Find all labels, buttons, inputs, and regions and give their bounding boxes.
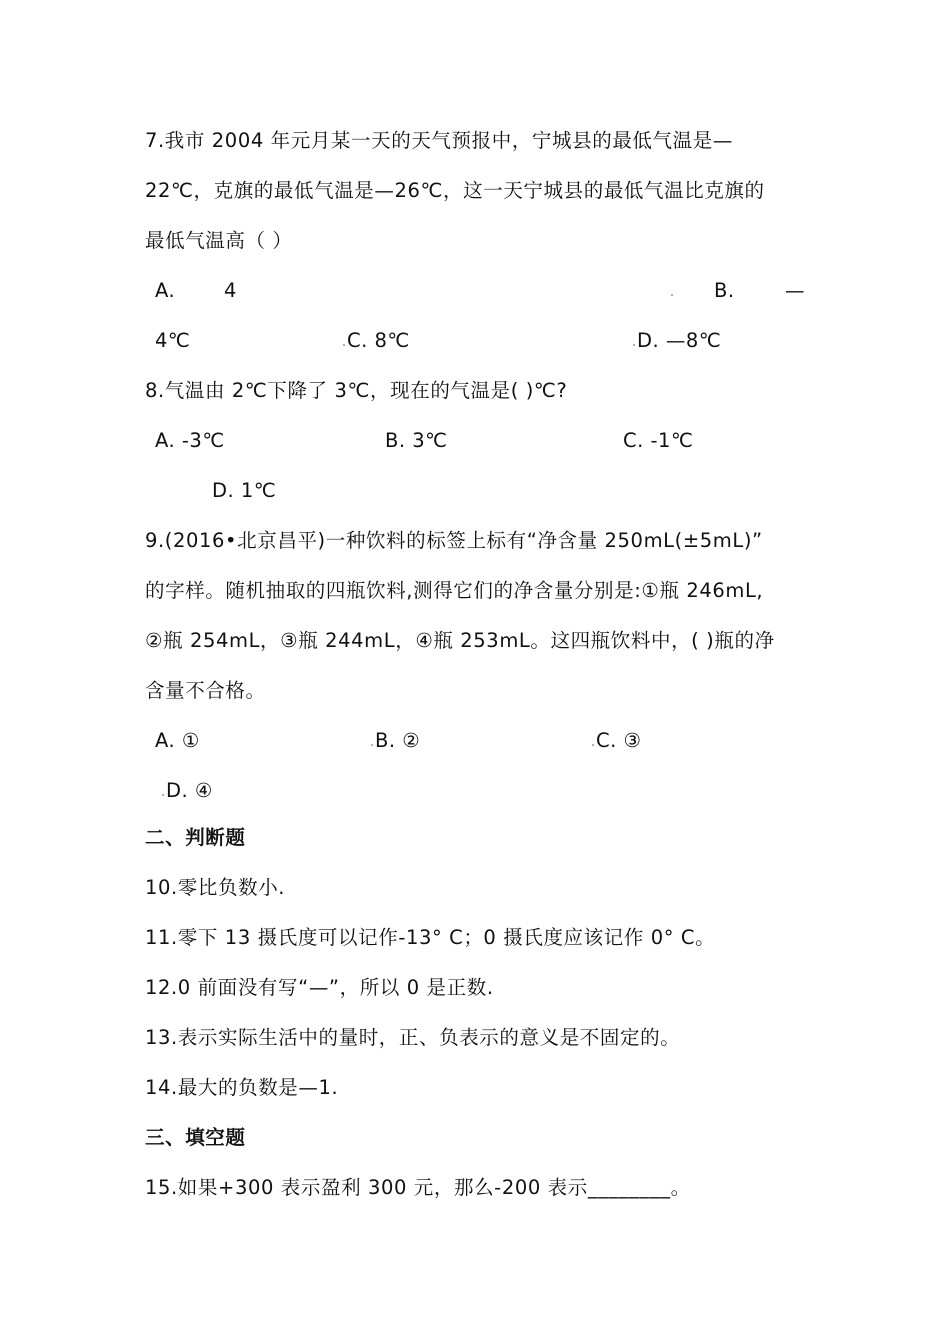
q7-option-a-unit: 4℃: [155, 329, 191, 352]
q7-option-d: D. —8℃: [637, 329, 722, 352]
q9-option-c: C. ③: [596, 729, 642, 752]
q7-stem-line-1: 7.我市 2004 年元月某一天的天气预报中，宁城县的最低气温是—: [145, 129, 733, 152]
q15-statement: 15.如果+300 表示盈利 300 元，那么-200 表示________。: [145, 1176, 691, 1199]
q9-stem-line-3: ②瓶 254mL，③瓶 244mL，④瓶 253mL。这四瓶饮料中，( )瓶的净: [145, 629, 775, 652]
q9-stem-line-4: 含量不合格。: [145, 679, 266, 702]
stray-mark: [371, 744, 373, 746]
q11-statement: 11.零下 13 摄氏度可以记作-13° C；0 摄氏度应该记作 0° C。: [145, 926, 716, 949]
q7-stem-line-3: 最低气温高（ ）: [145, 229, 293, 252]
q8-option-d: D. 1℃: [212, 479, 277, 502]
q9-stem-line-1: 9.(2016•北京昌平)一种饮料的标签上标有“净含量 250mL(±5mL)”: [145, 529, 763, 552]
q7-option-a-value: 4: [224, 279, 237, 302]
q12-statement: 12.0 前面没有写“—”，所以 0 是正数.: [145, 976, 494, 999]
q13-statement: 13.表示实际生活中的量时，正、负表示的意义是不固定的。: [145, 1026, 681, 1049]
section-heading-fill-in: 三、填空题: [145, 1126, 246, 1149]
q7-option-c: C. 8℃: [347, 329, 410, 352]
q7-option-b-label: B.: [714, 279, 735, 302]
section-heading-true-false: 二、判断题: [145, 826, 246, 849]
q7-option-b-value: —: [785, 279, 805, 302]
q8-option-a: A. -3℃: [155, 429, 225, 452]
q14-statement: 14.最大的负数是—1.: [145, 1076, 339, 1099]
q8-stem: 8.气温由 2℃下降了 3℃，现在的气温是( )℃?: [145, 379, 568, 402]
q8-option-c: C. -1℃: [623, 429, 694, 452]
stray-mark: [671, 294, 673, 296]
q9-stem-line-2: 的字样。随机抽取的四瓶饮料,测得它们的净含量分别是:①瓶 246mL,: [145, 579, 764, 602]
q7-option-a-label: A.: [155, 279, 176, 302]
stray-mark: [592, 744, 594, 746]
q9-option-a: A. ①: [155, 729, 200, 752]
stray-mark: [633, 344, 635, 346]
q9-option-d: D. ④: [166, 779, 213, 802]
q8-option-b: B. 3℃: [385, 429, 448, 452]
stray-mark: [343, 344, 345, 346]
q7-stem-line-2: 22℃，克旗的最低气温是—26℃，这一天宁城县的最低气温比克旗的: [145, 179, 765, 202]
q9-option-b: B. ②: [375, 729, 421, 752]
q10-statement: 10.零比负数小.: [145, 876, 286, 899]
stray-mark: [162, 794, 164, 796]
